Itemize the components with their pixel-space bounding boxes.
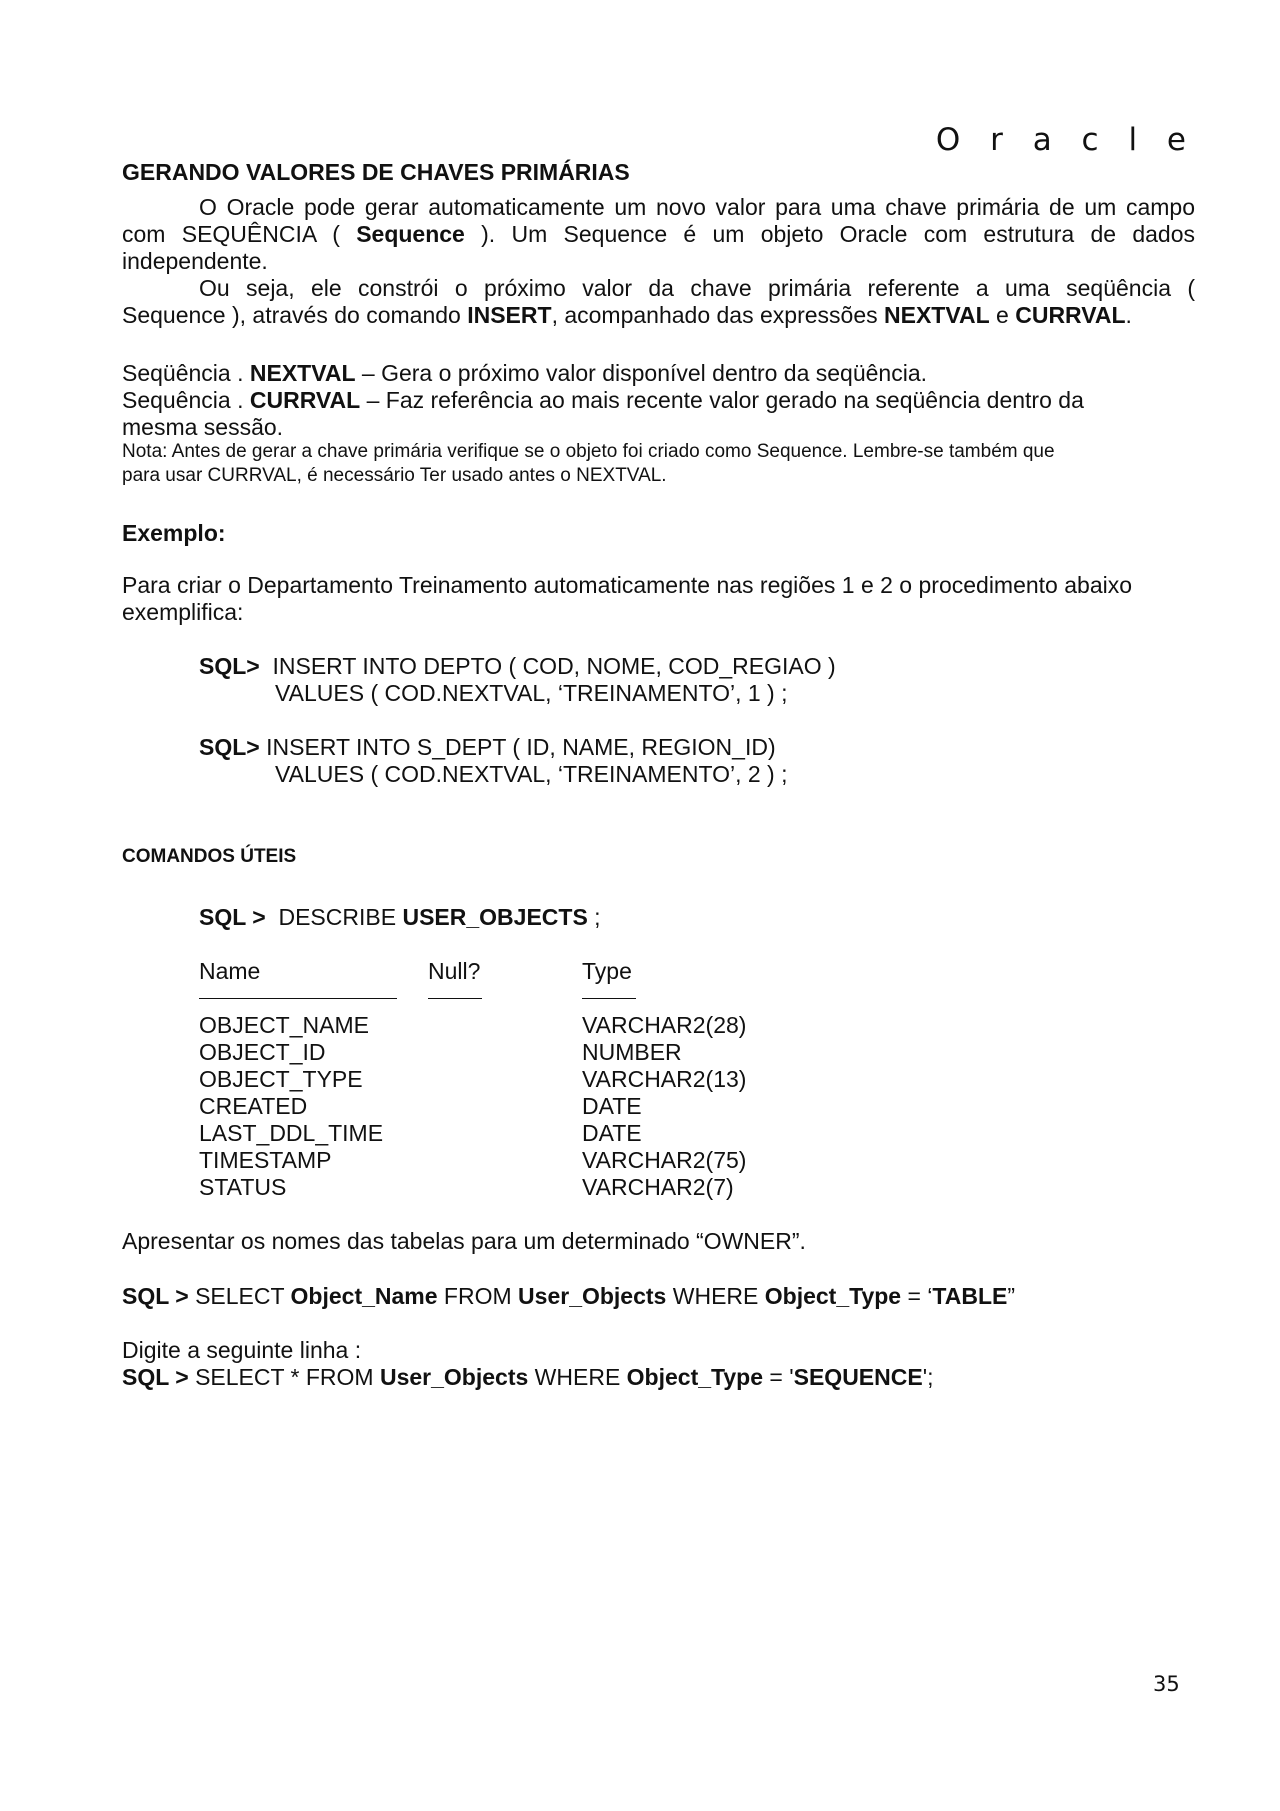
sql-select-sequences: SQL > SELECT * FROM User_Objects WHERE Object_Type = 'SEQUENCE'; — [122, 1364, 934, 1390]
table-row-name: CREATED — [199, 1093, 308, 1119]
table-header-name: Name — [199, 958, 261, 984]
table-row-name: OBJECT_TYPE — [199, 1066, 363, 1092]
example-title: Exemplo: — [122, 520, 226, 546]
para1-line1: O Oracle pode gerar automaticamente um novo valor para uma chave primária de um campo — [199, 194, 1195, 220]
table-header-null: Null? — [428, 958, 481, 984]
sql-select-tables: SQL > SELECT Object_Name FROM User_Objects WHERE Object_Type = ‘TABLE” — [122, 1283, 1016, 1309]
table-row-type: DATE — [582, 1093, 642, 1119]
table-row-type: DATE — [582, 1120, 642, 1146]
note-line2: para usar CURRVAL, é necessário Ter usado antes o NEXTVAL. — [122, 465, 667, 486]
currval-definition: Sequência . CURRVAL – Faz referência ao mais recente valor gerado na seqüência dentro da — [122, 387, 1084, 413]
nextval-definition: Seqüência . NEXTVAL – Gera o próximo valor disponível dentro da seqüência. — [122, 360, 928, 386]
table-row-name: OBJECT_NAME — [199, 1012, 369, 1038]
table-row-name: TIMESTAMP — [199, 1147, 332, 1173]
sql-insert-2: SQL> INSERT INTO S_DEPT ( ID, NAME, REGION_ID) — [199, 734, 776, 760]
table-row-name: OBJECT_ID — [199, 1039, 326, 1065]
table-divider-type — [582, 998, 636, 999]
table-row-type: VARCHAR2(28) — [582, 1012, 747, 1038]
para1-line2: com SEQUÊNCIA ( Sequence ). Um Sequence é um objeto Oracle com estrutura de dados — [122, 221, 1196, 247]
note-line1: Nota: Antes de gerar a chave primária verifique se o objeto foi criado como Sequence. Lembre-se também que — [122, 441, 1055, 462]
table-row-name: STATUS — [199, 1174, 287, 1200]
table-row-type: VARCHAR2(13) — [582, 1066, 747, 1092]
page-number: 35 — [1153, 1672, 1180, 1696]
para1-line3: independente. — [122, 248, 268, 274]
sql-insert-1: SQL> INSERT INTO DEPTO ( COD, NOME, COD_REGIAO ) — [199, 653, 836, 679]
describe-command: SQL > DESCRIBE USER_OBJECTS ; — [199, 904, 601, 930]
para2-line1: Ou seja, ele constrói o próximo valor da chave primária referente a uma seqüência ( — [199, 275, 1195, 301]
table-row-name: LAST_DDL_TIME — [199, 1120, 384, 1146]
sql-insert-2-values: VALUES ( COD.NEXTVAL, ‘TREINAMENTO’, 2 ) ; — [275, 761, 788, 787]
table-header-type: Type — [582, 958, 632, 984]
para2-line2: Sequence ), através do comando INSERT, acompanhado das expressões NEXTVAL e CURRVAL. — [122, 302, 1132, 328]
table-divider-null — [428, 998, 482, 999]
section-title: GERANDO VALORES DE CHAVES PRIMÁRIAS — [122, 159, 630, 185]
table-row-type: VARCHAR2(75) — [582, 1147, 747, 1173]
type-instruction: Digite a seguinte linha : — [122, 1337, 362, 1363]
example-intro-line2: exemplifica: — [122, 599, 244, 625]
table-divider-name — [199, 998, 397, 999]
commands-title: COMANDOS ÚTEIS — [122, 846, 297, 867]
table-row-type: VARCHAR2(7) — [582, 1174, 734, 1200]
owner-instruction: Apresentar os nomes das tabelas para um determinado “OWNER”. — [122, 1228, 806, 1254]
currval-definition-cont: mesma sessão. — [122, 414, 284, 440]
example-intro-line1: Para criar o Departamento Treinamento automaticamente nas regiões 1 e 2 o procedimento abaixo — [122, 572, 1133, 598]
sql-insert-1-values: VALUES ( COD.NEXTVAL, ‘TREINAMENTO’, 1 ) ; — [275, 680, 788, 706]
header-brand: O r a c l e — [935, 122, 1196, 158]
table-row-type: NUMBER — [582, 1039, 682, 1065]
